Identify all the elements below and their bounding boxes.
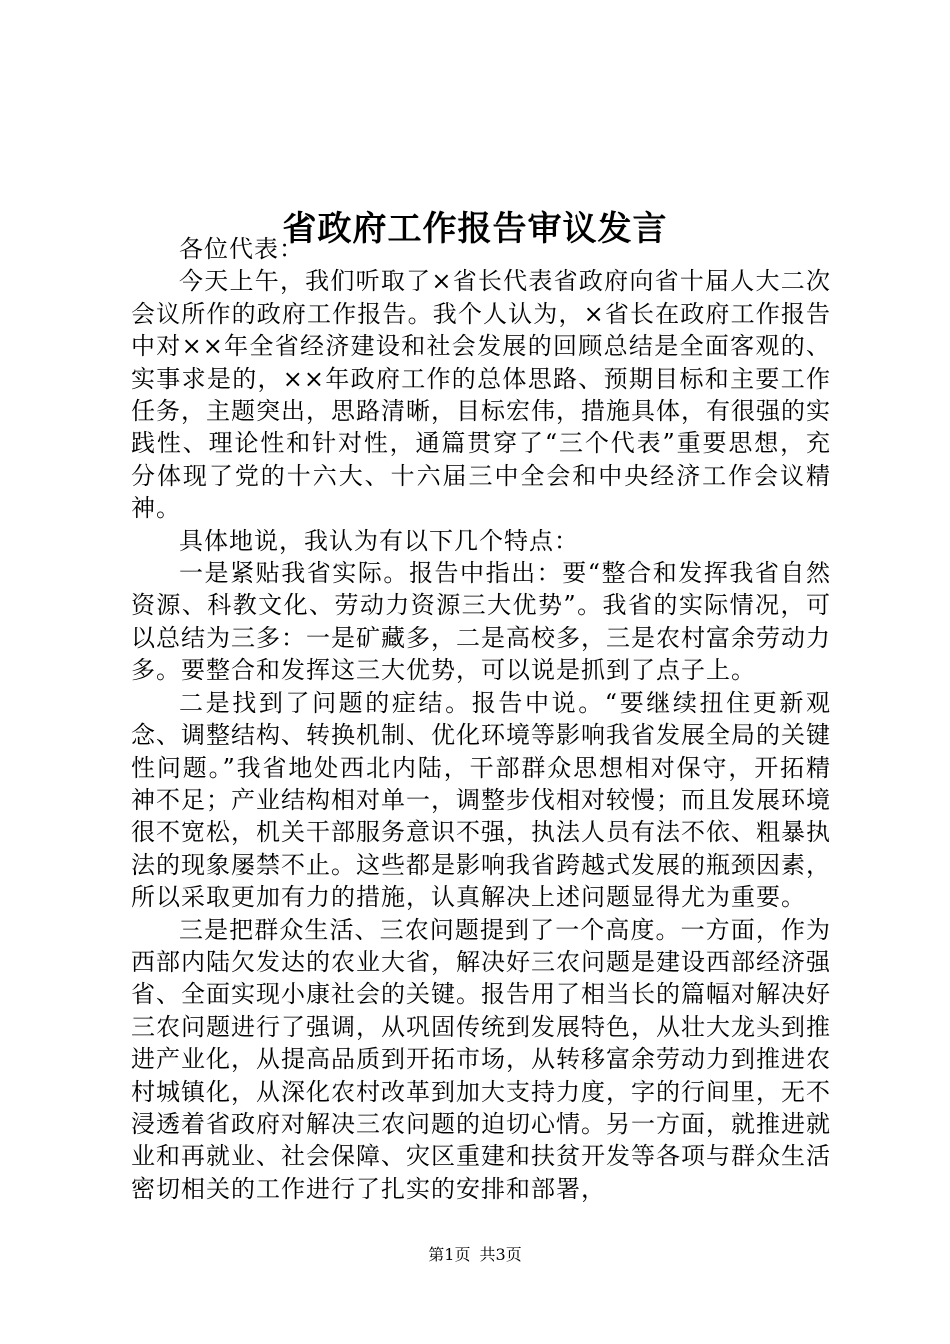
page-number-total: 共3页	[479, 1245, 522, 1264]
paragraph-feature-three: 三是把群众生活、三农问题提到了一个高度。一方面，作为西部内陆欠发达的农业大省，解决好三农问题是建设西部经济强省、全面实现小康社会的关键。报告用了相当长的篇幅对解决好三农问题进行了强调，从巩固传统到发展特色，从壮大龙头到推进产业化，从提高品质到开拓市场，从转移富余劳动力到推进农村城镇化，从深化农村改革到加大支持力度，字的行间里，无不浸透着省政府对解决三农问题的迫切心情。另一方面，就推进就业和再就业、社会保障、灾区重建和扶贫开发等各项与群众生活密切相关的工作进行了扎实的安排和部署，	[131, 915, 831, 1203]
paragraph-feature-two: 二是找到了问题的症结。报告中说。“要继续扭住更新观念、调整结构、转换机制、优化环境等影响我省发展全局的关键性问题。”我省地处西北内陆，干部群众思想相对保守，开拓精神不足；产业结构相对单一，调整步伐相对较慢；而且发展环境很不宽松，机关干部服务意识不强，执法人员有法不依、粗暴执法的现象屡禁不止。这些都是影响我省跨越式发展的瓶颈因素，所以采取更加有力的措施，认真解决上述问题显得尤为重要。	[131, 688, 831, 912]
page-footer	[0, 1243, 950, 1267]
paragraph-salutation: 各位代表：	[179, 235, 304, 263]
page-number-current: 第1页	[428, 1245, 471, 1264]
paragraph-features-lead: 具体地说，我认为有以下几个特点：	[179, 526, 579, 555]
paragraph-feature-one: 一是紧贴我省实际。报告中指出：要“整合和发挥我省自然资源、科教文化、劳动力资源三大优势”。我省的实际情况，可以总结为三多：一是矿藏多，二是高校多，三是农村富余劳动力多。要整合和发挥这三大优势，可以说是抓到了点子上。	[131, 559, 831, 685]
document-body	[131, 233, 831, 1205]
document-title: 省政府工作报告审议发言	[282, 208, 668, 249]
paragraph-intro: 今天上午，我们听取了×省长代表省政府向省十届人大二次会议所作的政府工作报告。我个人认为，×省长在政府工作报告中对××年全省经济建设和社会发展的回顾总结是全面客观的、实事求是的，××年政府工作的总体思路、预期目标和主要工作任务，主题突出，思路清晰，目标宏伟，措施具体，有很强的实践性、理论性和针对性，通篇贯穿了“三个代表”重要思想，充分体现了党的十六大、十六届三中全会和中央经济工作会议精神。	[131, 267, 831, 523]
